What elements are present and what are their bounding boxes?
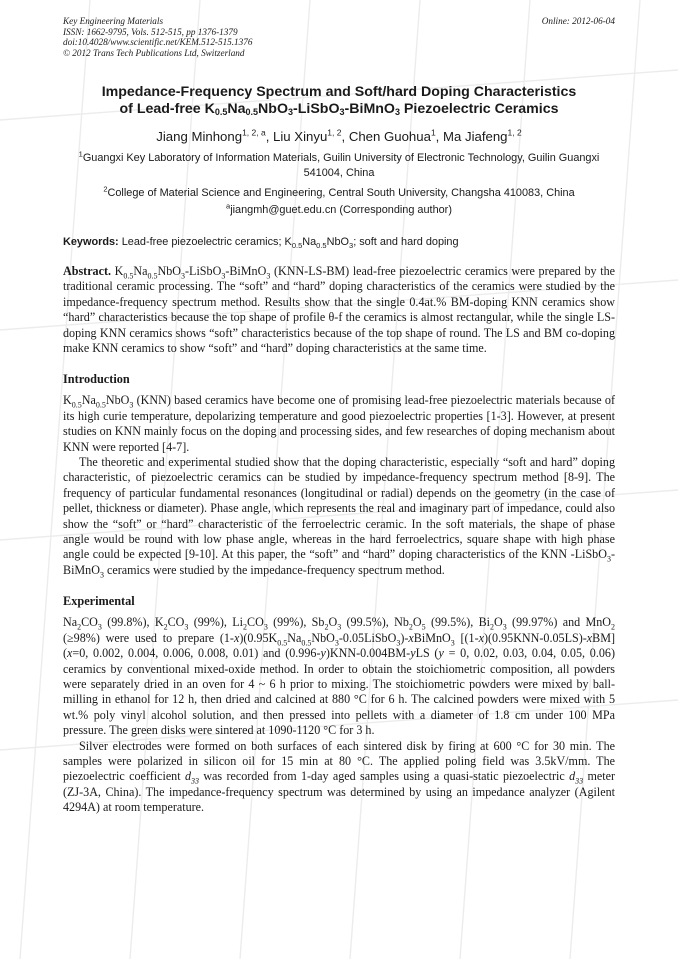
paper-title: Impedance-Frequency Spectrum and Soft/hard Doping Characteristics of Lead-free $K_{0.5}Na_{0.5}NbO_3-LiSbO_3-BiMnO_3$ Piezoelectric Ceramics: [101, 84, 577, 118]
affiliation-2: $^2$College of Material Science and Engineering, Central South University, Changsha 410083, China: [103, 184, 575, 199]
experimental-paragraph-1: $Na_2CO_3$ (99.8%), $K_2CO_3$ (99%), $Li_2CO_3$ (99%), $Sb_2O_3$ (99.5%), $Nb_2O_5$ (99.5%), $Bi_2O_3$ (99.97%) and MnO$_2$ (≥98%) were used to prepare $(1-x)(0.95K_{0.5}Na_{0.5}NbO_3-0.05LiSbO_3)-xBiMnO_3$ [(1-x)(0.95KNN-0.05LS)-xBM] (x=0, 0.002, 0.004, 0.006, 0.008, 0.01) and (0.996-y)KNN-0.004BM-yLS (y = 0, 0.02, 0.03, 0.04, 0.05, 0.06) ceramics by conventional mixed-oxide method. In order to obtain the stoichiometric composition, all powders were separately dried in an oven for 4 ~ 6 h prior to mixing. The stoichiometric powders were mixed by ball-milling in ethanol for 12 h, then dried and calcined at 880 °C for 6 h. The calcined powders were mixed with 5 wt.% poly vinyl alcohol solution, and then pressed into pellets with a diameter of 1.8 cm under 100 MPa pressure. The green disks were sintered at 1090-1120 °C for 3 h.: [63, 615, 615, 738]
introduction-heading: Introduction: [63, 372, 130, 387]
keywords: Keywords: Lead-free piezoelectric ceramics; $K_{0.5}Na_{0.5}NbO_3$; soft and hard doping: [63, 235, 459, 251]
author-name: Ma Jiafeng: [443, 129, 508, 145]
journal-name: Key Engineering Materials: [63, 16, 164, 26]
introduction-paragraph-2: The theoretic and experimental studied show that the doping characteristic, especially “soft and hard” doping characteristic, of piezoelectric ceramics can be studied by impedance-frequency spectrum method [8-9]. The frequency of particular fundamental resonances (longitudinal or radial) depends on the geometry (in the case of pellet, thickness or diameter). Phase angle, which represents the real and imaginary part of impedance, could also show the “soft” or “hard” characteristic of the ferroelectric ceramic. In the soft materials, the shape of phase angle would be round with low phase angle, whereas in the hard ferroelectrics, square shape with high phase angle could be expected [9-10]. At this paper, the “soft” and “hard” doping characteristics of the KNN -LiSbO$_3$-BiMnO$_3$ ceramics were studied by the impedance-frequency spectrum method.: [63, 455, 615, 580]
author-name: Jiang Minhong: [156, 129, 243, 145]
author-name: Liu Xinyu: [273, 129, 328, 145]
online-date: Online: 2012-06-04: [541, 16, 615, 26]
affiliation-1: $^1$Guangxi Key Laboratory of Information Materials, Guilin University of Electronic Technology, Guilin Guangxi 541004, China: [78, 149, 600, 179]
keywords-label: Keywords:: [63, 235, 119, 248]
author-name: Chen Guohua: [348, 129, 431, 145]
experimental-heading: Experimental: [63, 594, 135, 609]
abstract-label: Abstract.: [63, 263, 112, 278]
corresponding-email: $^a$jiangmh@guet.edu.cn (Corresponding author): [226, 201, 452, 216]
doi-line: doi:10.4028/www.scientific.net/KEM.512-515.1376: [63, 37, 253, 48]
experimental-paragraph-2: Silver electrodes were formed on both surfaces of each sintered disk by firing at 600 °C for 30 min. The samples were polarized in silicon oil for 15 min at 80 °C. The applied poling field was 3.5kV/mm. The piezoelectric coefficient $d_{33}$ was recorded from 1-day aged samples using a quasi-static piezoelectric $d_{33}$ meter (ZJ-3A, China). The impedance-frequency spectrum was determined by using an impedance analyzer (Agilent 4294A) at room temperature.: [63, 738, 616, 815]
introduction-paragraph-1: $K_{0.5}Na_{0.5}NbO_3$ (KNN) based ceramics have become one of promising lead-free piezoelectric materials because of its high curie temperature, depolarizing temperature and good piezoelectric properties [1-3]. However, at present studies on KNN mainly focus on the doping and processing sides, and few researches of doping mechanism about KNN were reported [4-7].: [63, 393, 615, 454]
journal-header: [63, 16, 615, 58]
abstract-paragraph: Abstract. $K_{0.5}Na_{0.5}NbO_3-LiSbO_3-BiMnO_3$ (KNN-LS-BM) lead-free piezoelectric ceramics were prepared by the traditional ceramic processing. The “soft” and “hard” doping characteristics of the ceramics were studied by the impedance-frequency spectrum method. Results show that the single 0.4at.% BM-doping KNN ceramics show “hard” characteristics because the top shape of profile θ-f the ceramics is almost rectangular, while the single LS-doping KNN ceramics shows “soft” characteristics because of the top shape of round. The LS and BM co-doping make KNN ceramics to show “soft” and “hard” doping characteristics at the same time.: [63, 263, 615, 356]
author-list: Jiang Minhong$^{1, 2, a}$, Liu Xinyu$^{1, 2}$, Chen Guohua$^1$, Ma Jiafeng$^{1, 2}$: [156, 127, 522, 145]
copyright-line: © 2012 Trans Tech Publications Ltd, Switzerland: [63, 47, 245, 58]
issn-line: ISSN: 1662-9795, Vols. 512-515, pp 1376-1379: [63, 26, 238, 37]
